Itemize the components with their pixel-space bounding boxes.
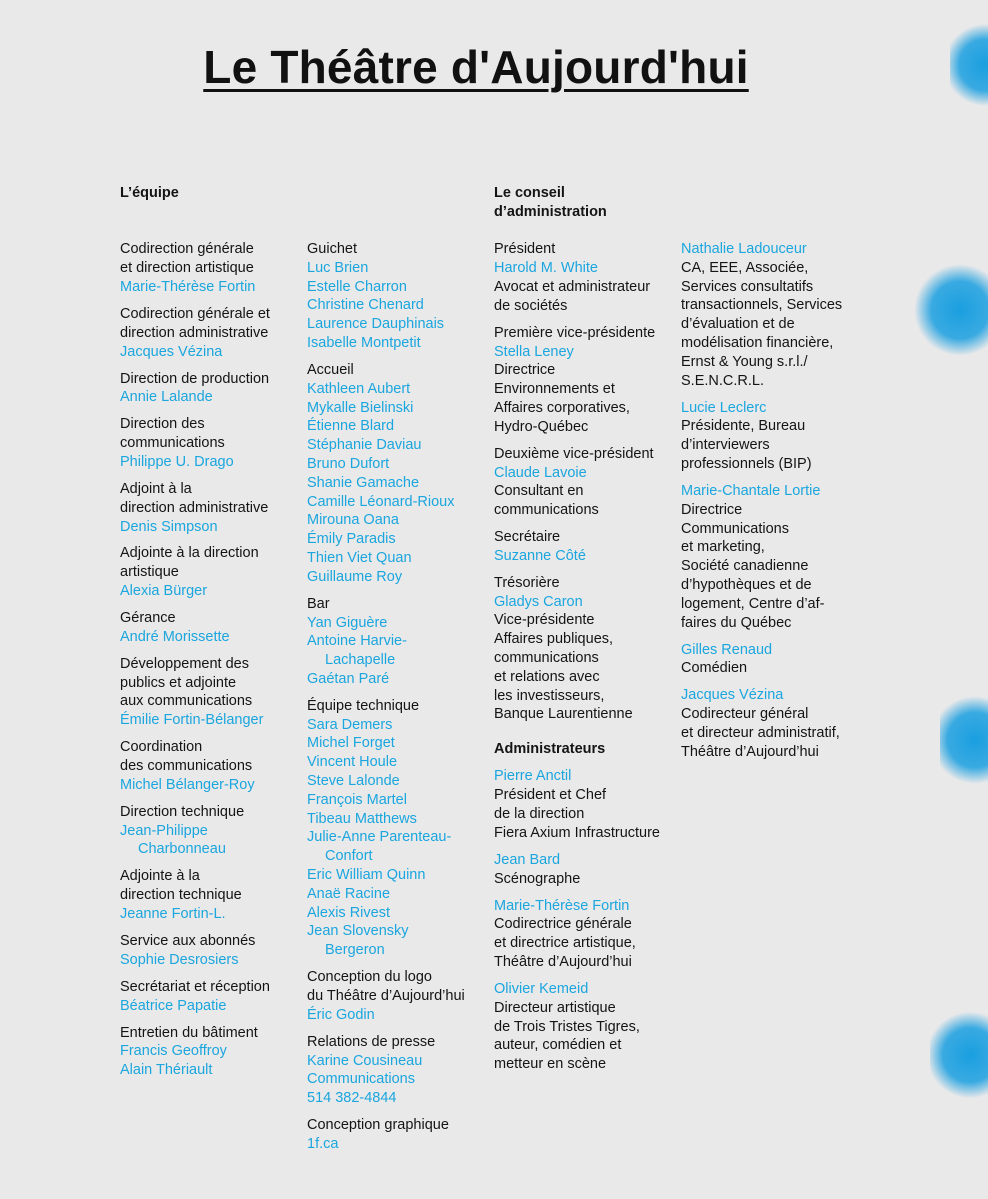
person-description: Présidente, Bureau d’interviewers professionnels (BIP)	[681, 418, 812, 472]
staff-block	[120, 1024, 300, 1080]
person-name: Guillaume Roy	[307, 568, 403, 585]
person-name: Laurence Dauphinais	[307, 316, 445, 333]
board-member-block	[681, 641, 861, 679]
staff-block	[307, 1116, 487, 1154]
staff-block	[120, 240, 300, 296]
board-member-block	[681, 399, 861, 474]
role-label: Adjointe à la direction technique	[120, 868, 242, 904]
person-name: Philippe U. Drago	[120, 453, 234, 470]
person-name: Communications	[307, 1071, 415, 1088]
person-name: Olivier Kemeid	[494, 980, 589, 997]
person-name: Shanie Gamache	[307, 474, 420, 491]
board-member-block	[681, 240, 861, 390]
person-name: Kathleen Aubert	[307, 380, 411, 397]
staff-block	[120, 370, 300, 408]
person-description: CA, EEE, Associée, Services consultatifs transactionnels, Services d’évaluation et de modélisation financière, Ernst & Young s.r.l./ S.E.N.C.R.L.	[681, 259, 843, 389]
board-member-block	[494, 324, 674, 437]
person-name: 514 382-4844	[307, 1090, 397, 1107]
person-name: Alexia Bürger	[120, 583, 208, 600]
board-member-block	[494, 574, 674, 724]
person-name: Béatrice Papatie	[120, 997, 227, 1014]
person-name: Marie-Thérèse Fortin	[494, 897, 630, 914]
person-name: Sophie Desrosiers	[120, 951, 239, 968]
board-member-block	[494, 980, 674, 1074]
role-label: Secrétariat et réception	[120, 978, 270, 995]
person-name: Émily Paradis	[307, 531, 396, 548]
person-name: Nathalie Ladouceur	[681, 241, 807, 257]
person-name: Camille Léonard-Rioux	[307, 493, 455, 510]
role-label: Guichet	[307, 241, 357, 257]
decorative-splash	[940, 690, 988, 790]
person-name: Jean Slovensky	[307, 923, 409, 940]
role-label: Conception graphique	[307, 1117, 449, 1134]
person-name: Mykalle Bielinski	[307, 399, 414, 416]
person-name: Francis Geoffroy	[120, 1043, 227, 1060]
role-label: Adjointe à la direction artistique	[120, 545, 259, 581]
role-label: Direction des communications	[120, 416, 225, 452]
person-name: Antoine Harvie-	[307, 633, 407, 650]
role-label: Accueil	[307, 361, 354, 378]
person-name: Jean-Philippe	[120, 822, 208, 839]
person-name: Jacques Vézina	[120, 343, 223, 360]
person-name: François Martel	[307, 791, 407, 808]
person-description: Directrice Communications et marketing, Société canadienne d’hypothèques et de logement, Centre d’af- faires du Québec	[681, 501, 825, 631]
person-name: Tibeau Matthews	[307, 810, 417, 827]
role-label: Codirection générale et direction artistique	[120, 241, 254, 277]
staff-block	[120, 480, 300, 536]
staff-block	[307, 697, 487, 960]
person-name: Jeanne Fortin-L.	[120, 905, 226, 922]
role-label: Coordination des communications	[120, 739, 253, 775]
board-member-block	[681, 686, 861, 761]
role-label: Direction de production	[120, 370, 270, 387]
team-column-1	[120, 184, 300, 1088]
person-description: Comédien	[681, 660, 748, 677]
board-member-block	[494, 445, 674, 520]
person-name: Thien Viet Quan	[307, 549, 412, 566]
staff-block	[120, 415, 300, 471]
person-name: André Morissette	[120, 628, 230, 645]
admins-heading: Administrateurs	[494, 741, 606, 758]
board-role-label: Deuxième vice-président	[494, 445, 654, 462]
person-description: Scénographe	[494, 870, 581, 887]
decorative-splash	[915, 265, 988, 355]
board-member-block	[494, 767, 674, 842]
person-name: Harold M. White	[494, 260, 598, 277]
role-label: Codirection générale et direction administrative	[120, 305, 270, 341]
person-name: Mirouna Oana	[307, 512, 399, 529]
person-name: Stella Leney	[494, 343, 574, 360]
person-name: Émilie Fortin-Bélanger	[120, 712, 264, 729]
person-name: Gladys Caron	[494, 593, 583, 610]
person-name: Michel Bélanger-Roy	[120, 776, 255, 793]
board-role-label: Trésorière	[494, 574, 560, 591]
team-heading: L’équipe	[120, 185, 179, 201]
role-label: Développement des publics et adjointe aux communications	[120, 655, 253, 710]
staff-block	[120, 544, 300, 600]
person-name: Annie Lalande	[120, 389, 213, 406]
board-member-block	[494, 897, 674, 972]
person-description: Avocat et administrateur de sociétés	[494, 278, 651, 314]
board-heading: Le conseil d’administration	[494, 185, 607, 220]
person-name: Alain Thériault	[120, 1062, 213, 1079]
person-name: Luc Brien	[307, 259, 369, 276]
person-name: Eric William Quinn	[307, 867, 426, 884]
person-description: Directeur artistique de Trois Tristes Tigres, auteur, comédien et metteur en scène	[494, 999, 640, 1073]
person-name: Claude Lavoie	[494, 464, 587, 481]
page-title: Le Théâtre d'Aujourd'hui	[203, 41, 749, 93]
person-name: Jacques Vézina	[681, 687, 784, 704]
person-name: Pierre Anctil	[494, 768, 572, 785]
person-name: Marie-Chantale Lortie	[681, 482, 821, 499]
staff-block	[120, 803, 300, 859]
person-name: Vincent Houle	[307, 754, 398, 771]
board-member-block	[494, 240, 674, 315]
role-label: Équipe technique	[307, 697, 420, 714]
role-label: Bar	[307, 595, 330, 612]
person-name: Stéphanie Daviau	[307, 437, 422, 454]
staff-block	[307, 361, 487, 587]
person-name: Charbonneau	[138, 841, 226, 858]
person-name: Christine Chenard	[307, 297, 424, 314]
person-name: Lucie Leclerc	[681, 399, 767, 416]
board-role-label: Président	[494, 241, 556, 258]
board-role-label: Première vice-présidente	[494, 324, 656, 341]
board-member-block	[494, 851, 674, 889]
person-name: Isabelle Montpetit	[307, 334, 421, 351]
person-name: Étienne Blard	[307, 418, 395, 435]
person-name: Karine Cousineau	[307, 1052, 423, 1069]
staff-block	[307, 595, 487, 689]
person-name: Anaë Racine	[307, 885, 391, 902]
person-name: Bergeron	[325, 942, 385, 959]
person-name: Denis Simpson	[120, 518, 218, 535]
role-label: Conception du logo du Théâtre d’Aujourd’hui	[307, 969, 465, 1005]
person-description: Président et Chef de la direction Fiera Axium Infrastructure	[494, 787, 660, 841]
person-name: Suzanne Côté	[494, 547, 586, 564]
staff-block	[120, 655, 300, 730]
person-description: Vice-présidente Affaires publiques, communications et relations avec les investisseurs, Banque Laurentienne	[494, 612, 633, 723]
team-column-2	[307, 240, 487, 1162]
person-name: Yan Giguère	[307, 614, 388, 631]
role-label: Adjoint à la direction administrative	[120, 480, 269, 516]
person-description: Consultant en communications	[494, 483, 599, 519]
person-name: Confort	[325, 848, 373, 865]
person-name: Gaétan Paré	[307, 670, 390, 687]
person-name: Jean Bard	[494, 851, 561, 868]
staff-block	[307, 968, 487, 1024]
decorative-splash	[930, 1010, 988, 1100]
person-name: 1f.ca	[307, 1135, 339, 1152]
person-name: Gilles Renaud	[681, 641, 773, 658]
person-name: Estelle Charron	[307, 278, 407, 295]
staff-block	[120, 609, 300, 647]
person-name: Bruno Dufort	[307, 455, 390, 472]
staff-block	[120, 867, 300, 923]
role-label: Relations de presse	[307, 1033, 436, 1050]
person-name: Éric Godin	[307, 1006, 375, 1023]
person-description: Codirecteur général et directeur administratif, Théâtre d’Aujourd’hui	[681, 706, 840, 760]
person-description: Directrice Environnements et Affaires corporatives, Hydro-Québec	[494, 362, 630, 435]
staff-block	[120, 932, 300, 970]
board-member-block	[494, 528, 674, 566]
staff-block	[120, 978, 300, 1016]
person-name: Sara Demers	[307, 716, 393, 733]
board-column-2	[681, 240, 861, 770]
staff-block	[307, 1033, 487, 1108]
person-name: Steve Lalonde	[307, 773, 400, 790]
person-description: Codirectrice générale et directrice artistique, Théâtre d’Aujourd’hui	[494, 916, 636, 970]
board-column-1	[494, 184, 674, 1082]
person-name: Alexis Rivest	[307, 904, 390, 921]
role-label: Direction technique	[120, 803, 245, 820]
role-label: Gérance	[120, 610, 176, 627]
board-member-block	[681, 482, 861, 632]
person-name: Michel Forget	[307, 735, 395, 752]
staff-block	[307, 240, 487, 353]
role-label: Service aux abonnés	[120, 932, 256, 949]
person-name: Julie-Anne Parenteau-	[307, 829, 452, 846]
role-label: Entretien du bâtiment	[120, 1024, 258, 1041]
person-name: Lachapelle	[325, 652, 396, 669]
person-name: Marie-Thérèse Fortin	[120, 278, 256, 295]
decorative-splash	[950, 20, 988, 110]
staff-block	[120, 305, 300, 361]
staff-block	[120, 738, 300, 794]
board-role-label: Secrétaire	[494, 529, 561, 546]
